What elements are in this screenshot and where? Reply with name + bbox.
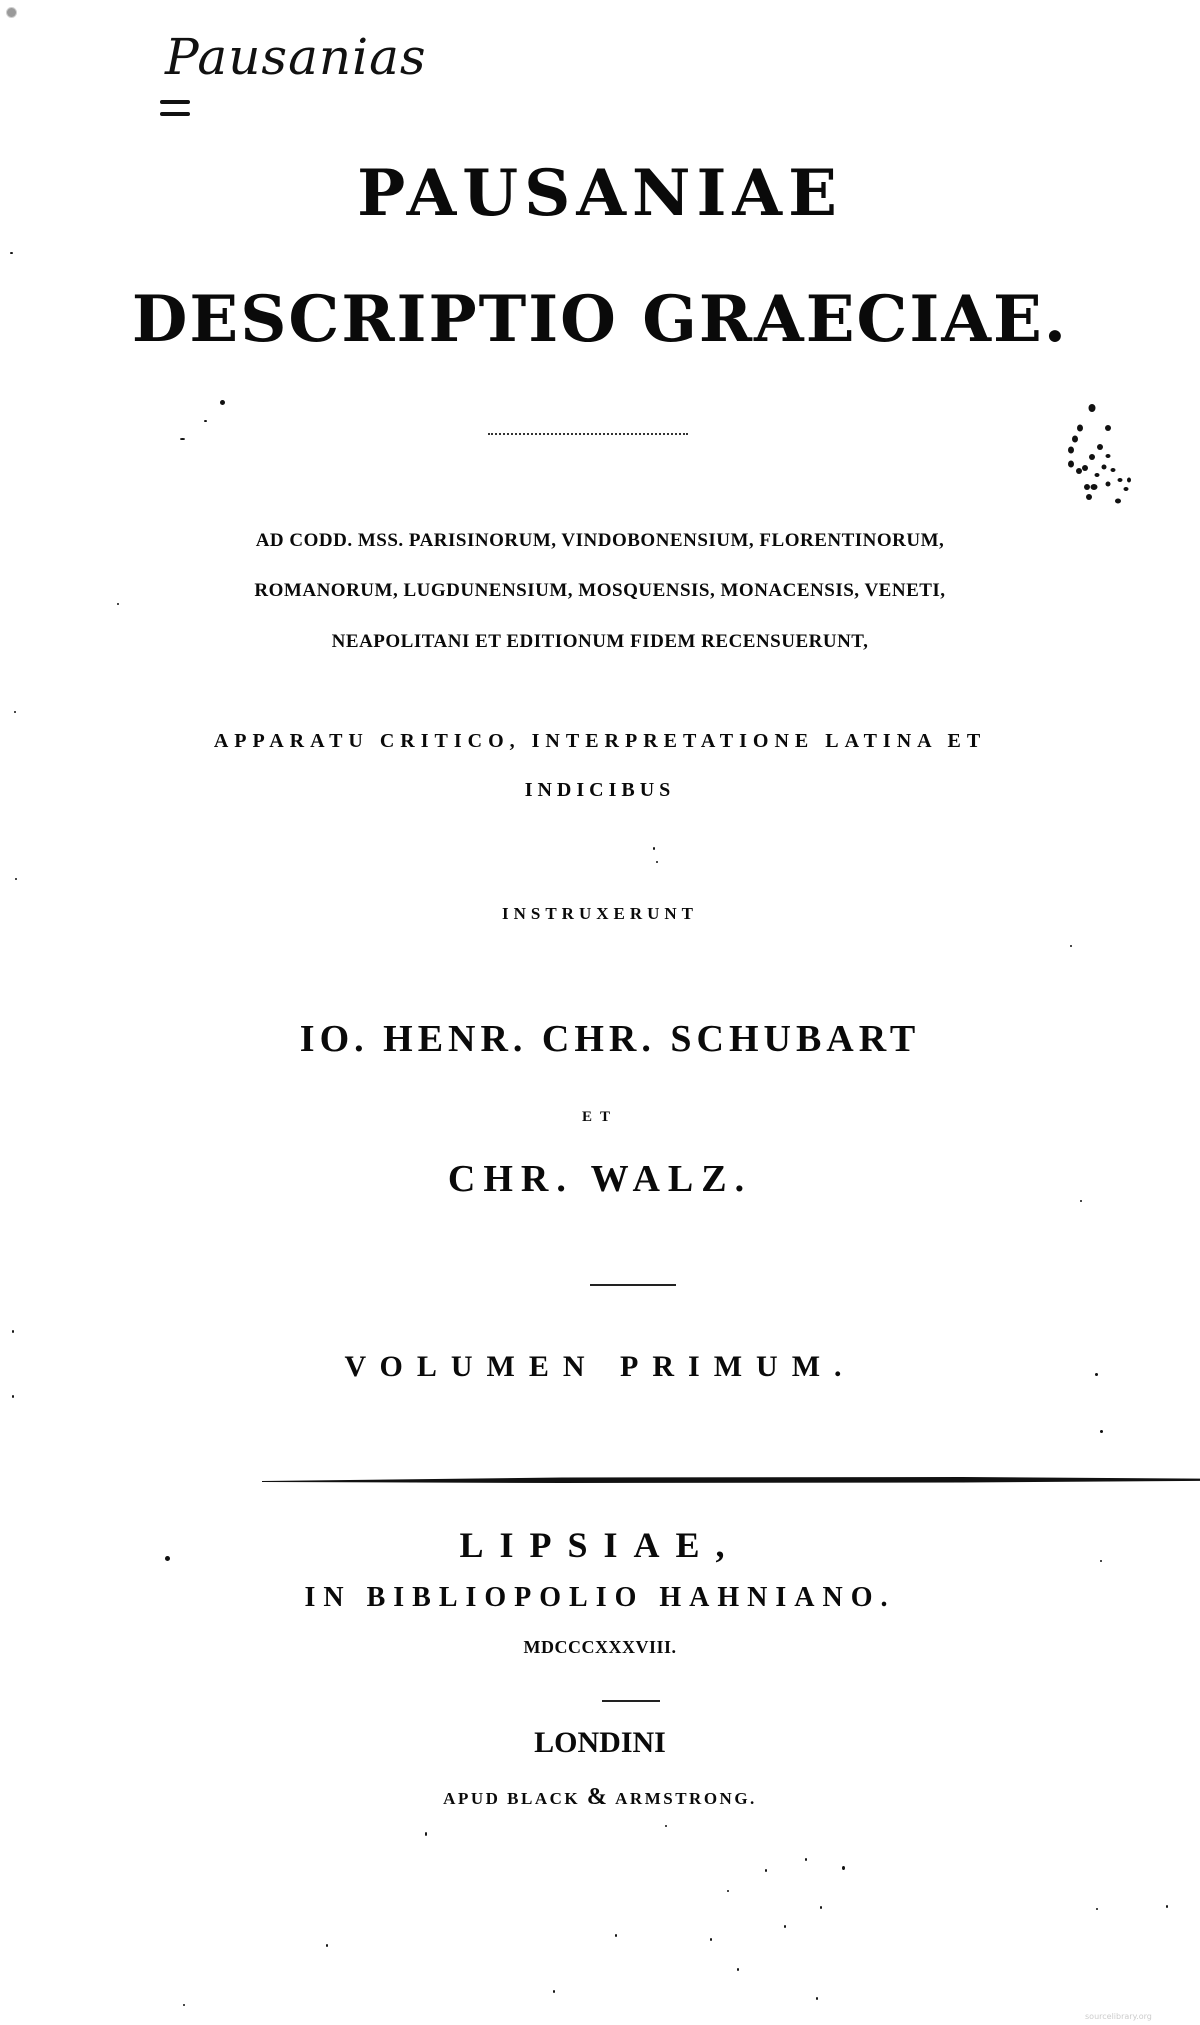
scan-speck xyxy=(15,878,17,880)
ampersand: & xyxy=(586,1784,610,1810)
scan-speck xyxy=(784,1925,786,1928)
author-2: CHR. WALZ. xyxy=(447,1158,753,1200)
scan-speck xyxy=(805,1858,807,1861)
scan-speck xyxy=(183,2004,185,2006)
scan-speck xyxy=(1166,1905,1168,1908)
handwriting-underline xyxy=(160,100,190,104)
perforation-stamp-icon xyxy=(1050,400,1170,510)
scan-speck xyxy=(842,1866,845,1870)
imprint-publisher: IN BIBLIOPOLIO HAHNIANO. xyxy=(304,1582,896,1613)
imprint-year: MDCCCXXXVIII. xyxy=(523,1637,677,1657)
scan-speck xyxy=(425,1832,427,1836)
page-viewer-icon[interactable] xyxy=(6,7,17,18)
scan-speck xyxy=(737,1968,739,1971)
subtitle-line-1: AD CODD. MSS. PARISINORUM, VINDOBONENSIUM, FLORENTINORUM, xyxy=(255,530,945,551)
scan-speck xyxy=(10,252,13,254)
short-divider xyxy=(602,1700,660,1702)
scan-speck xyxy=(14,711,16,713)
watermark: sourcelibrary.org xyxy=(1085,2012,1152,2021)
title-line-1: PAUSANIAE xyxy=(357,156,843,231)
scan-speck xyxy=(816,1997,818,2000)
handwriting-underline xyxy=(160,112,190,116)
scan-speck xyxy=(1080,1200,1082,1202)
scan-speck xyxy=(1070,945,1072,947)
author-1: IO. HENR. CHR. SCHUBART xyxy=(299,1018,921,1060)
scan-speck xyxy=(615,1934,617,1937)
scan-speck xyxy=(1095,1373,1098,1376)
apud-suffix: ARMSTRONG. xyxy=(609,1789,757,1808)
thick-divider xyxy=(262,1476,1200,1483)
scan-speck xyxy=(820,1906,822,1909)
scan-speck xyxy=(12,1330,14,1333)
scan-speck xyxy=(117,603,119,605)
title-line-2: DESCRIPTIO GRAECIAE. xyxy=(131,282,1069,357)
scan-speck xyxy=(765,1869,767,1872)
imprint-city: LIPSIAE, xyxy=(459,1525,741,1565)
scan-speck xyxy=(656,861,658,863)
scan-speck xyxy=(326,1944,328,1947)
scan-speck xyxy=(1100,1560,1102,1562)
subtitle-line-3: NEAPOLITANI ET EDITIONUM FIDEM RECENSUERUNT, xyxy=(331,631,869,652)
scan-speck xyxy=(220,400,225,405)
scan-speck xyxy=(653,847,655,850)
apud-prefix: APUD BLACK xyxy=(443,1789,587,1808)
instruxerunt-label: INSTRUXERUNT xyxy=(501,904,699,923)
scan-speck xyxy=(165,1556,170,1561)
scan-speck xyxy=(1096,1908,1098,1910)
handwritten-note: Pausanias xyxy=(165,28,427,86)
dotted-separator xyxy=(488,433,688,435)
scan-speck xyxy=(665,1825,667,1827)
london-publisher xyxy=(0,1785,1200,1809)
scan-speck xyxy=(204,420,207,422)
apparatus-line-2: INDICIBUS xyxy=(524,779,676,801)
scan-speck xyxy=(710,1938,712,1941)
scan-speck xyxy=(12,1395,14,1398)
scan-speck xyxy=(553,1990,555,1993)
volume-label: VOLUMEN PRIMUM. xyxy=(344,1350,856,1383)
london-city: LONDINI xyxy=(534,1726,666,1759)
short-divider xyxy=(590,1284,676,1286)
scan-speck xyxy=(180,438,185,440)
conjunction: ET xyxy=(581,1109,618,1125)
subtitle-line-2: ROMANORUM, LUGDUNENSIUM, MOSQUENSIS, MONACENSIS, VENETI, xyxy=(254,580,946,601)
scan-speck xyxy=(1100,1430,1103,1433)
apparatus-line-1: APPARATU CRITICO, INTERPRETATIONE LATINA ET xyxy=(213,730,987,752)
scan-speck xyxy=(727,1890,729,1892)
